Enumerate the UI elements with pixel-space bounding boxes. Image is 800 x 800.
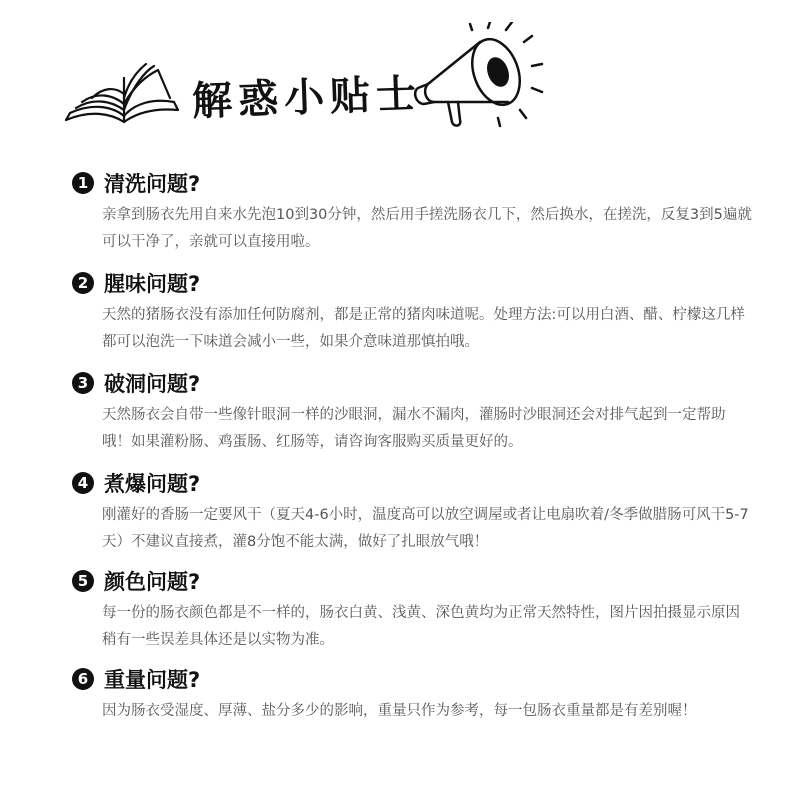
number-badge: 3 bbox=[72, 372, 94, 394]
section-title: 腥味问题? bbox=[104, 272, 201, 296]
section-body: 每一份的肠衣颜色都是不一样的，肠衣白黄、浅黄、深色黄均为正常天然特性，图片因拍摄显示原因稍有一些误差具体还是以实物为准。 bbox=[102, 605, 740, 648]
section-heading bbox=[72, 168, 752, 198]
section-title: 重量问题? bbox=[104, 668, 201, 692]
section-cleaning bbox=[72, 168, 752, 256]
section-title: 煮爆问题? bbox=[104, 472, 201, 496]
section-heading bbox=[72, 566, 752, 596]
megaphone-icon bbox=[408, 22, 568, 142]
section-heading bbox=[72, 268, 752, 298]
section-body: 刚灌好的香肠一定要风干（夏天4-6小时，温度高可以放空调屋或者让电扇吹着/冬季做腊肠可风干5-7天）不建议直接煮，灌8分饱不能太满，做好了扎眼放气哦！ bbox=[102, 507, 749, 550]
number-badge: 4 bbox=[72, 472, 94, 494]
section-title: 颜色问题? bbox=[104, 570, 201, 594]
section-title: 清洗问题? bbox=[104, 172, 201, 196]
section-title: 破洞问题? bbox=[104, 372, 201, 396]
number-badge: 2 bbox=[72, 272, 94, 294]
section-holes bbox=[72, 368, 752, 456]
section-odor bbox=[72, 268, 752, 356]
open-book-icon bbox=[62, 58, 182, 128]
section-weight bbox=[72, 664, 752, 725]
section-body: 天然肠衣会自带一些像针眼洞一样的沙眼洞，漏水不漏肉，灌肠时沙眼洞还会对排气起到一定帮助哦！如果灌粉肠、鸡蛋肠、红肠等，请咨询客服购买质量更好的。 bbox=[102, 407, 726, 450]
section-heading bbox=[72, 368, 752, 398]
section-heading bbox=[72, 664, 752, 694]
number-badge: 5 bbox=[72, 570, 94, 592]
number-badge: 6 bbox=[72, 668, 94, 690]
section-bursting bbox=[72, 468, 752, 556]
section-body: 亲拿到肠衣先用自来水先泡10到30分钟，然后用手搓洗肠衣几下，然后换水，在搓洗，反复3到5遍就可以干净了，亲就可以直接用啦。 bbox=[102, 207, 752, 250]
section-heading bbox=[72, 468, 752, 498]
section-color bbox=[72, 566, 752, 654]
section-body: 因为肠衣受湿度、厚薄、盐分多少的影响，重量只作为参考，每一包肠衣重量都是有差别喔！ bbox=[102, 703, 697, 719]
header bbox=[0, 0, 800, 150]
number-badge: 1 bbox=[72, 172, 94, 194]
page-title: 解惑小贴士 bbox=[191, 70, 423, 125]
section-body: 天然的猪肠衣没有添加任何防腐剂，都是正常的猪肉味道呢。处理方法:可以用白酒、醋、柠檬这几样都可以泡洗一下味道会减小一些，如果介意味道那慎拍哦。 bbox=[102, 307, 745, 350]
